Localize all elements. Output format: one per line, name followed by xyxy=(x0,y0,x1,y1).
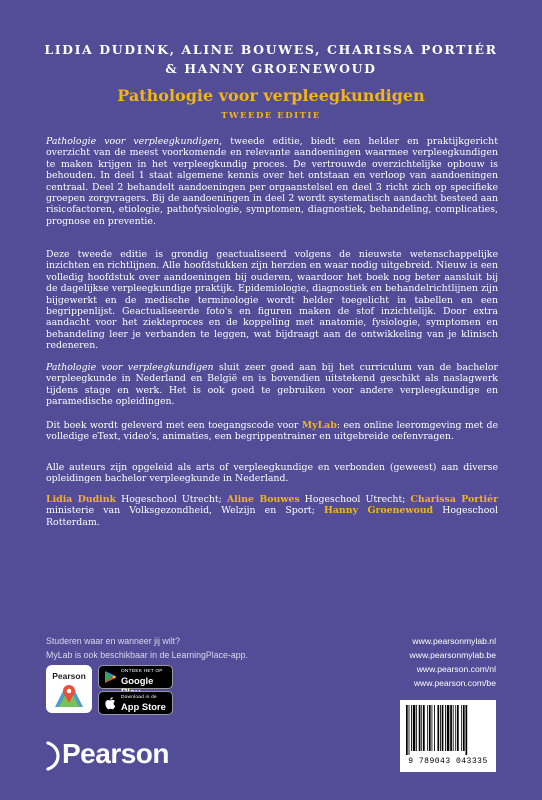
paragraph-edition: Deze tweede editie is grondig geactualiseerd volgens de nieuwste wetenschappelijke inzichten en richtlijnen. Alle hoofdstukken zijn herzien en waar nodig uitgebreid. Nieuw is een volledig hoofdstuk over aandoeningen bij ouderen, waardoor het boek nog beter aansluit bij de dagelijkse verpleegkundige praktijk. Epidemiologie, diagnostiek en behandelrichtlijnen zijn bijgewerkt en de medische terminologie wordt helder toegelicht in tabellen en een begrippenlijst. Geactualiseerde foto's en figuren maken de stof inzichtelijk. Door extra aandacht voor het ziekteproces en de koppeling met anatomie, fysiologie, symptomen en behandeling leer je verbanden te leggen, wat bijdraagt aan de ontwikkeling van je klinisch redeneren. xyxy=(46,249,498,352)
barcode-bar xyxy=(406,705,408,755)
authors-line-1: LIDIA DUDINK, ALINE BOUWES, CHARISSA PORTIÉR xyxy=(44,42,498,57)
google-play-small-text: ONTDEK HET OP xyxy=(121,669,163,674)
app-store-badge[interactable] xyxy=(98,691,173,715)
author-org: Hogeschool Utrecht; xyxy=(116,494,227,505)
paragraph-authors: Alle auteurs zijn opgeleid als arts of verpleegkundige en verbonden (geweest) aan diverse opleidingen bachelor verpleegkunde in Nederland. xyxy=(46,462,498,485)
barcode-bar xyxy=(437,705,439,751)
edition-label: TWEEDE EDITIE xyxy=(221,111,321,121)
app-store-label: App Store xyxy=(121,701,166,712)
authors-line-2: & HANNY GROENEWOUD xyxy=(165,61,377,76)
barcode-bar xyxy=(409,705,410,755)
barcode-bar xyxy=(440,705,441,751)
pearson-p-icon xyxy=(46,741,60,771)
barcode-bar xyxy=(447,705,450,751)
google-play-badge[interactable] xyxy=(98,665,173,689)
barcode-bar xyxy=(429,705,431,751)
barcode-bar xyxy=(419,705,421,751)
promo-line-2: MyLab is ook beschikbaar in de LearningPlace-app. xyxy=(46,650,248,660)
mylab-logo-text: Pearson xyxy=(52,671,86,681)
google-play-label: Google xyxy=(121,675,154,686)
barcode-bar xyxy=(445,705,446,751)
publisher-name: Pearson xyxy=(62,738,169,769)
author-org: ministerie van Volksgezondheid, Welzijn en Sport; xyxy=(46,505,324,517)
paragraph-curriculum-text: sluit zeer goed aan bij het curriculum van de bachelor verpleegkunde in Nederland en België en is bovendien uitstekend geschikt als naslagwerk tijdens stage en werk. Het is ook goed te gebruiken voor andere verpleegkundige en paramedische opleidingen. xyxy=(46,362,498,408)
paragraph-mylab xyxy=(46,420,498,443)
website-url[interactable]: www.pearson.com/be xyxy=(413,678,496,688)
mylab-app-logo xyxy=(46,665,92,713)
barcode-bar xyxy=(450,705,452,751)
barcode-bar xyxy=(432,705,433,751)
apple-icon xyxy=(104,696,116,710)
barcode-bars xyxy=(406,705,490,755)
barcode-bar xyxy=(461,705,462,751)
website-url[interactable]: www.pearsonmylab.nl xyxy=(412,636,496,646)
book-title-inline: Pathologie voor verpleegkundigen xyxy=(46,136,220,147)
barcode-bar xyxy=(455,705,456,751)
barcode-bar xyxy=(457,705,459,751)
mylab-text-after: : een online leeromgeving met de volledige eText, video's, animaties, een begrippentrainer en uitgebreide oefenvragen. xyxy=(46,420,498,443)
website-url[interactable]: www.pearsonmylab.be xyxy=(409,650,496,660)
isbn-barcode xyxy=(400,700,496,772)
paragraph-intro-text: , tweede editie, biedt een helder en praktijkgericht overzicht van de meest voorkomende en relevante aandoeningen waarmee verpleegkundigen te maken krijgen in het verpleegkundig proces. De vertrouwde overzichtelijke opbouw is behouden. In deel 1 staat algemene kennis over het ontstaan en verloop van aandoeningen centraal. Deel 2 behandelt aandoeningen per orgaanstelsel en deel 3 richt zich op specifieke groepen zorgvragers. Bij de aandoeningen in deel 2 wordt systematisch aandacht besteed aan risicofactoren, etiologie, pathofysiologie, symptomen, diagnostiek, behandeling, complicaties, prognose en preventie. xyxy=(46,136,498,227)
promo-line-1: Studeren waar en wanneer jij wilt? xyxy=(46,636,180,646)
barcode-bar xyxy=(453,705,454,751)
barcode-bar xyxy=(421,705,422,751)
author-name: Charissa Portiér xyxy=(410,494,499,505)
barcode-bar xyxy=(423,705,425,751)
author-org: Hogeschool Rotterdam. xyxy=(46,505,498,528)
mylab-highlight: MyLab xyxy=(301,420,337,431)
barcode-bar xyxy=(466,705,468,755)
author-name: Aline Bouwes xyxy=(226,494,300,505)
book-title: Pathologie voor verpleegkundigen xyxy=(117,86,425,105)
website-url[interactable]: www.pearson.com/nl xyxy=(416,664,496,674)
isbn-number: 9 789043 043335 xyxy=(408,757,488,766)
barcode-bar xyxy=(411,705,412,751)
author-name: Hanny Groenewoud xyxy=(324,505,434,517)
google-play-icon xyxy=(104,670,117,684)
mylab-text-before: Dit boek wordt geleverd met een toegangscode voor xyxy=(46,420,302,431)
barcode-bar xyxy=(416,705,417,751)
author-affiliations xyxy=(46,494,498,528)
barcode-bar xyxy=(442,705,444,751)
author-org: Hogeschool Utrecht; xyxy=(299,494,411,505)
barcode-bar xyxy=(463,705,465,751)
barcode-bar xyxy=(427,705,428,751)
book-title-inline: Pathologie voor verpleegkundigen xyxy=(46,362,214,373)
map-pin-icon xyxy=(53,683,85,709)
paragraph-curriculum xyxy=(46,362,498,408)
app-store-small-text: Download in de xyxy=(121,695,157,700)
paragraph-intro xyxy=(46,136,498,227)
barcode-bar xyxy=(434,705,435,751)
barcode-bar xyxy=(413,705,416,751)
author-name: Lidia Dudink xyxy=(46,494,117,505)
